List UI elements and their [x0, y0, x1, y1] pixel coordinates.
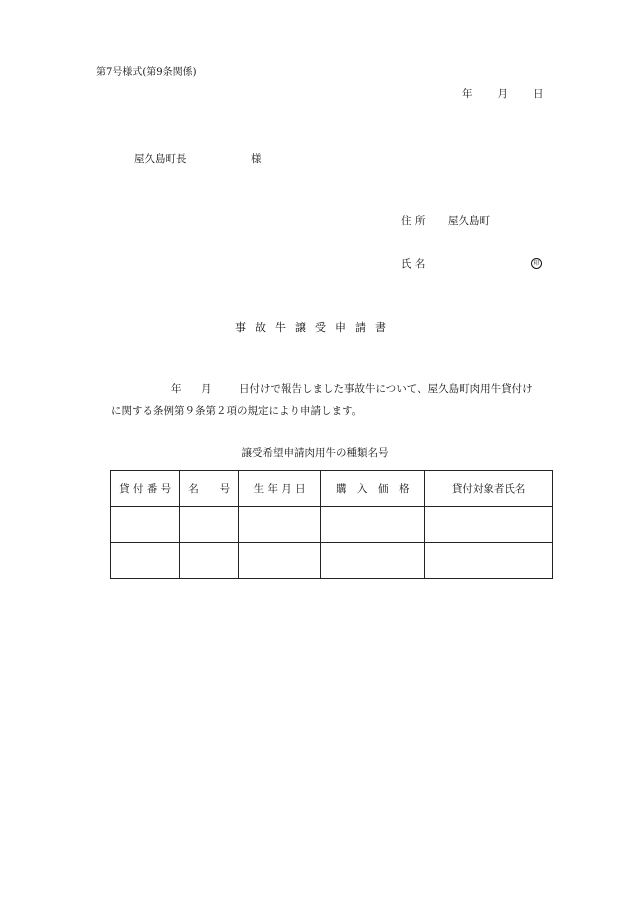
- addressee-name: 屋久島町長: [134, 153, 187, 165]
- table-cell[interactable]: [111, 543, 180, 579]
- body-year: 年: [171, 383, 182, 395]
- seal-mark: 印: [531, 258, 542, 269]
- table-row: [111, 507, 553, 543]
- table-cell[interactable]: [180, 507, 239, 543]
- body-line-1: [171, 384, 533, 395]
- table-cell[interactable]: [239, 507, 321, 543]
- header-purchase-price: 購 入 価 格: [321, 471, 425, 507]
- date-year: 年: [462, 88, 473, 100]
- table-header-row: [111, 471, 553, 507]
- address-value: 屋久島町: [448, 215, 490, 227]
- table-caption: 譲受希望申請肉用牛の種類名号: [241, 447, 389, 459]
- table-cell[interactable]: [425, 507, 553, 543]
- header-borrower-name: 貸付対象者氏名: [425, 471, 553, 507]
- header-name: 名 号: [180, 471, 239, 507]
- table-row: [111, 543, 553, 579]
- date-day: 日: [533, 88, 544, 100]
- table-cell[interactable]: [321, 507, 425, 543]
- body-line-1-text: 日付けで報告しました事故牛について、屋久島町肉用牛貸付け: [239, 383, 533, 395]
- name-label: 氏 名: [401, 258, 426, 270]
- header-loan-number: 貸 付 番 号: [111, 471, 180, 507]
- date-line: [462, 89, 544, 100]
- form-number: 第7号様式(第9条関係): [96, 67, 197, 78]
- cattle-table: [110, 470, 553, 579]
- address-label: 住 所: [401, 215, 426, 227]
- addressee-honorific: 様: [251, 153, 262, 165]
- table-cell[interactable]: [321, 543, 425, 579]
- table-cell[interactable]: [111, 507, 180, 543]
- date-month: 月: [497, 88, 508, 100]
- header-birth-date: 生 年 月 日: [239, 471, 321, 507]
- table-cell[interactable]: [239, 543, 321, 579]
- table-cell[interactable]: [180, 543, 239, 579]
- table-cell[interactable]: [425, 543, 553, 579]
- body-line-2: に関する条例第９条第２項の規定により申請します。: [111, 405, 363, 417]
- document-title: 事故牛譲受申請書: [235, 321, 395, 334]
- body-month: 月: [201, 383, 212, 395]
